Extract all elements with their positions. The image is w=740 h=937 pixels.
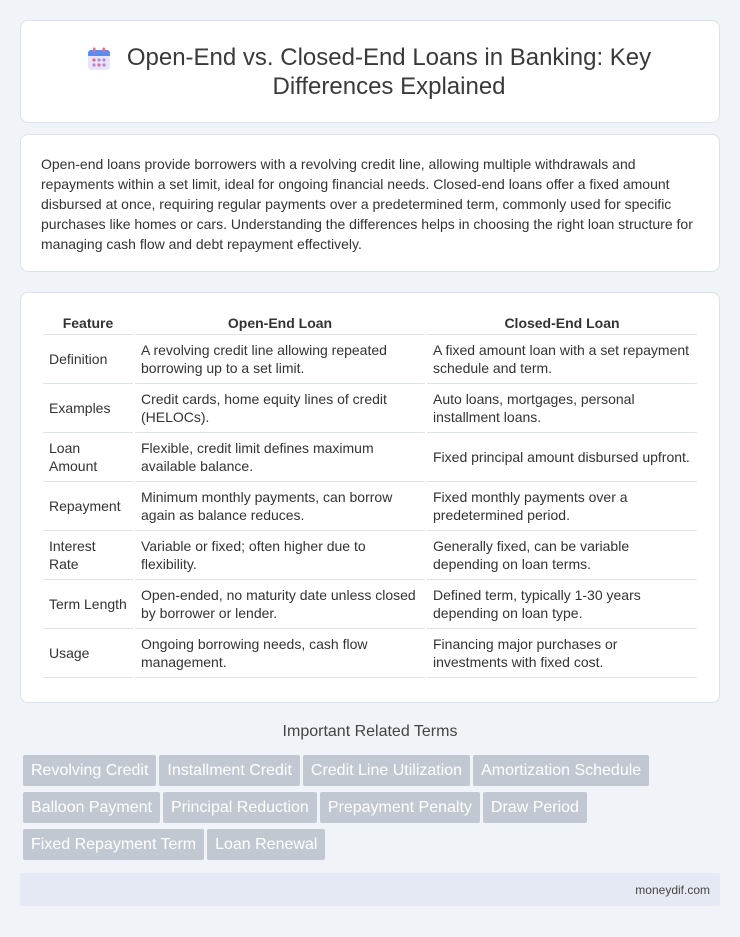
term-tag[interactable]: Revolving Credit <box>23 755 156 786</box>
feature-cell: Definition <box>43 335 133 384</box>
open-end-cell: Credit cards, home equity lines of credit (HELOCs). <box>135 384 425 433</box>
table-row <box>43 335 697 384</box>
term-tag[interactable]: Fixed Repayment Term <box>23 829 204 860</box>
term-tag[interactable]: Amortization Schedule <box>473 755 649 786</box>
term-tag[interactable]: Principal Reduction <box>163 792 317 823</box>
comparison-table <box>41 311 699 678</box>
title-card <box>20 20 720 123</box>
feature-cell: Repayment <box>43 482 133 531</box>
closed-end-cell: Auto loans, mortgages, personal installment loans. <box>427 384 697 433</box>
table-row <box>43 531 697 580</box>
closed-end-cell: Financing major purchases or investments with fixed cost. <box>427 629 697 678</box>
table-header-row <box>43 311 697 335</box>
closed-end-cell: A fixed amount loan with a set repayment schedule and term. <box>427 335 697 384</box>
table-row <box>43 482 697 531</box>
table-row <box>43 433 697 482</box>
page-title: Open-End vs. Closed-End Loans in Banking: Key Differences Explained <box>126 43 652 100</box>
table-row <box>43 384 697 433</box>
term-tag[interactable]: Prepayment Penalty <box>320 792 480 823</box>
term-tag[interactable]: Credit Line Utilization <box>303 755 470 786</box>
term-tag[interactable]: Balloon Payment <box>23 792 160 823</box>
feature-cell: Interest Rate <box>43 531 133 580</box>
term-tag[interactable]: Draw Period <box>483 792 587 823</box>
term-tag[interactable]: Loan Renewal <box>207 829 325 860</box>
open-end-cell: Ongoing borrowing needs, cash flow management. <box>135 629 425 678</box>
footer-site[interactable]: moneydif.com <box>635 882 710 897</box>
open-end-cell: Flexible, credit limit defines maximum available balance. <box>135 433 425 482</box>
footer <box>20 873 720 906</box>
intro-paragraph: Open-end loans provide borrowers with a revolving credit line, allowing multiple withdrawals and repayments within a set limit, ideal for ongoing financial needs. Closed-end loans offer a fixed amount disbursed at once, requiring regular payments over a predetermined term, commonly used for specific purchases like homes or cars. Understanding the differences helps in choosing the right loan structure for managing cash flow and debt repayment effectively. <box>41 156 693 252</box>
feature-cell: Loan Amount <box>43 433 133 482</box>
column-header-open-end: Open-End Loan <box>135 311 425 335</box>
table-row <box>43 580 697 629</box>
closed-end-cell: Fixed monthly payments over a predetermined period. <box>427 482 697 531</box>
calendar-icon <box>86 46 112 72</box>
intro-card <box>20 134 720 272</box>
column-header-closed-end: Closed-End Loan <box>427 311 697 335</box>
feature-cell: Usage <box>43 629 133 678</box>
comparison-table-card <box>20 292 720 703</box>
related-terms-heading: Important Related Terms <box>282 723 458 740</box>
closed-end-cell: Fixed principal amount disbursed upfront. <box>427 433 697 482</box>
closed-end-cell: Generally fixed, can be variable depending on loan terms. <box>427 531 697 580</box>
table-row <box>43 629 697 678</box>
open-end-cell: Minimum monthly payments, can borrow again as balance reduces. <box>135 482 425 531</box>
closed-end-cell: Defined term, typically 1-30 years depending on loan type. <box>427 580 697 629</box>
feature-cell: Examples <box>43 384 133 433</box>
open-end-cell: Variable or fixed; often higher due to flexibility. <box>135 531 425 580</box>
open-end-cell: Open-ended, no maturity date unless closed by borrower or lender. <box>135 580 425 629</box>
feature-cell: Term Length <box>43 580 133 629</box>
term-tag[interactable]: Installment Credit <box>159 755 300 786</box>
title-wrap <box>86 43 654 101</box>
open-end-cell: A revolving credit line allowing repeated borrowing up to a set limit. <box>135 335 425 384</box>
column-header-feature: Feature <box>43 311 133 335</box>
related-terms-list <box>23 755 723 866</box>
